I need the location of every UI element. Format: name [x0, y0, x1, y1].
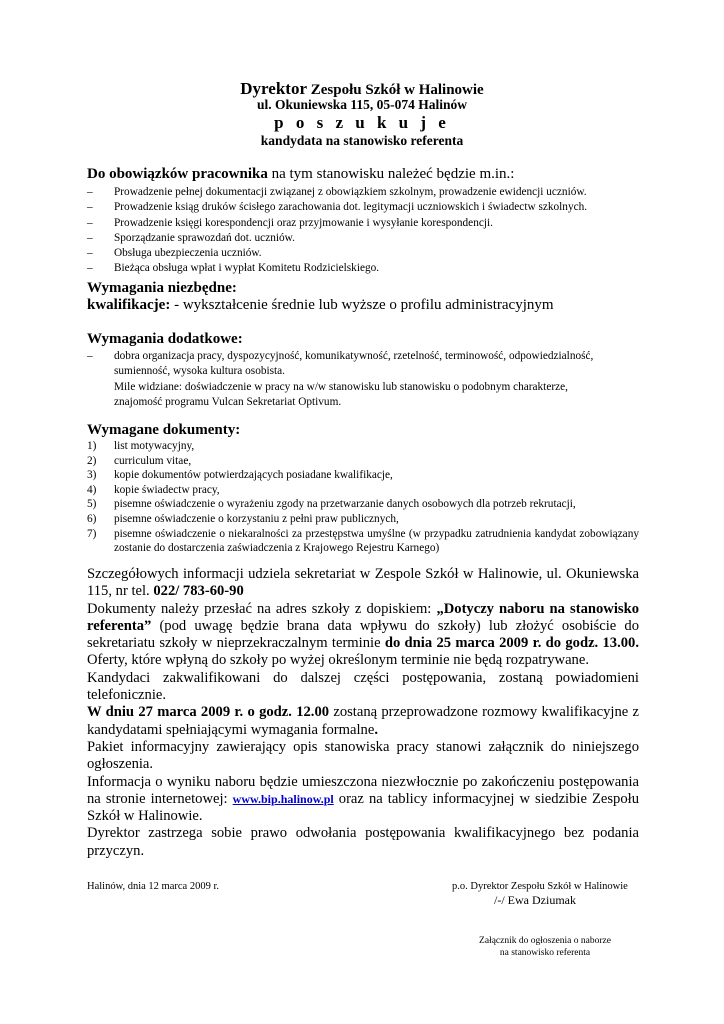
info-results: Informacja o wyniku naboru będzie umieszczona niezwłocznie po zakończeniu postępowania na stronie internetowej: www.bip.halinow.pl oraz na tablicy informacyjnej w siedzibie Zespołu Szkół w Halinowie.: [87, 773, 640, 825]
info-reservation: Dyrektor zastrzega sobie prawo odwołania postępowania kwalifikacyjnego bez podania przyczyn.: [87, 825, 639, 859]
documents-heading: Wymagane dokumenty:: [87, 422, 241, 438]
list-item: – Prowadzenie księgi korespondencji oraz przyjmowanie i wysyłanie korespondencji.: [87, 216, 647, 231]
header-seeks: p o s z u k u j e: [274, 113, 450, 132]
list-item: 2) curriculum vitae,: [87, 454, 192, 467]
list-item: – Obsługa ubezpieczenia uczniów.: [87, 246, 647, 261]
attachment-line: Załącznik do ogłoszenia o naborze: [479, 936, 611, 946]
info-interviews: W dniu 27 marca 2009 r. o godz. 12.00 zostaną przeprowadzone rozmowy kwalifikacyjne z kandydatami spełniającymi wymagania formalne.: [87, 704, 639, 738]
signature-title: p.o. Dyrektor Zespołu Szkół w Halinowie: [452, 881, 628, 892]
signature-name: /-/ Ewa Dziumak: [494, 893, 576, 907]
list-item: 6) pisemne oświadczenie o korzystaniu z pełni praw publicznych,: [87, 512, 399, 525]
list-item: – Bieżąca obsługa wpłat i wypłat Komitetu Rodzicielskiego.: [87, 261, 647, 276]
duties-heading: Do obowiązków pracownika na tym stanowisku należeć będzie m.in.:: [87, 166, 515, 182]
info-submission: Dokumenty należy przesłać na adres szkoły z dopiskiem: „Dotyczy naboru na stanowisko referenta” (pod uwagę będzie brana data wpływu do szkoły) lub złożyć osobiście do sekretariatu szkoły w nieprzekraczalnym terminie do dnia 25 marca 2009 r. do godz. 13.00. Oferty, które wpłyną do szkoły po wyżej określonym terminie nie będą rozpatrywane.: [87, 600, 639, 669]
info-contact: Szczegółowych informacji udziela sekretariat w Zespole Szkół w Halinowie, ul. Okuniewska 115, nr tel. 022/ 783-60-90: [87, 566, 639, 600]
additional-section: [87, 331, 667, 410]
info-notification: Kandydaci zakwalifikowani do dalszej części postępowania, zostaną powiadomieni telefonicznie.: [87, 669, 639, 704]
list-item: 5) pisemne oświadczenie o wyrażeniu zgody na przetwarzanie danych osobowych dla potrzeb rekrutacji,: [87, 498, 576, 511]
place-date: Halinów, dnia 12 marca 2009 r.: [87, 881, 219, 892]
header-school: Zespołu Szkół w Halinowie: [310, 82, 484, 98]
header-address: ul. Okuniewska 115, 05-074 Halinów: [256, 97, 468, 112]
required-qualifications: kwalifikacje: - wykształcenie średnie lub wyższe o profilu administracyjnym: [87, 297, 554, 313]
list-item: 7) pisemne oświadczenie o niekaralności za przestępstwa umyślne (w przypadku zatrudnienia kandydat zobowiązany zostanie do dostarczenia zaświadczenia z Krajowego Rejestru Karnego): [87, 527, 639, 555]
attachment-note: [450, 935, 640, 959]
attachment-line: na stanowisko referenta: [499, 948, 591, 958]
additional-list: [87, 349, 667, 410]
header-director: Dyrektor: [240, 79, 308, 98]
list-item: – Prowadzenie pełnej dokumentacji związanej z obowiązkiem szkolnym, prowadzenie ewidencji uczniów.: [87, 185, 647, 200]
list-item: 4) kopie świadectw pracy,: [87, 483, 220, 496]
required-heading: Wymagania niezbędne:: [87, 280, 237, 296]
list-item: – dobra organizacja pracy, dyspozycyjność, komunikatywność, rzetelność, terminowość, odpowiedzialność, sumienność, wysoka kultura osobista. Mile widziane: doświadczenie w pracy na w/w stanowisku lub stanowisku o podobnym charakterze, znajomość programu Vulcan Sekretariat Optivum.: [87, 349, 667, 410]
documents-section: [87, 422, 639, 556]
documents-list: [87, 439, 639, 556]
list-item: – Sporządzanie sprawozdań dot. uczniów.: [87, 231, 647, 246]
info-package: Pakiet informacyjny zawierający opis stanowiska pracy stanowi załącznik do niniejszego ogłoszenia.: [87, 738, 639, 773]
website-link[interactable]: www.bip.halinow.pl: [232, 791, 334, 806]
required-section: [87, 280, 667, 314]
duties-list: [87, 185, 647, 277]
list-item: – Prowadzenie ksiąg druków ścisłego zarachowania dot. legitymacji uczniowskich i świadectw szkolnych.: [87, 200, 647, 215]
additional-heading: Wymagania dodatkowe:: [87, 331, 243, 347]
header-position: kandydata na stanowisko referenta: [260, 133, 464, 148]
info-section: [87, 566, 639, 860]
list-item: 3) kopie dokumentów potwierdzających posiadane kwalifikacje,: [87, 469, 393, 482]
list-item: 1) list motywacyjny,: [87, 440, 195, 452]
duties-section: [87, 166, 647, 277]
